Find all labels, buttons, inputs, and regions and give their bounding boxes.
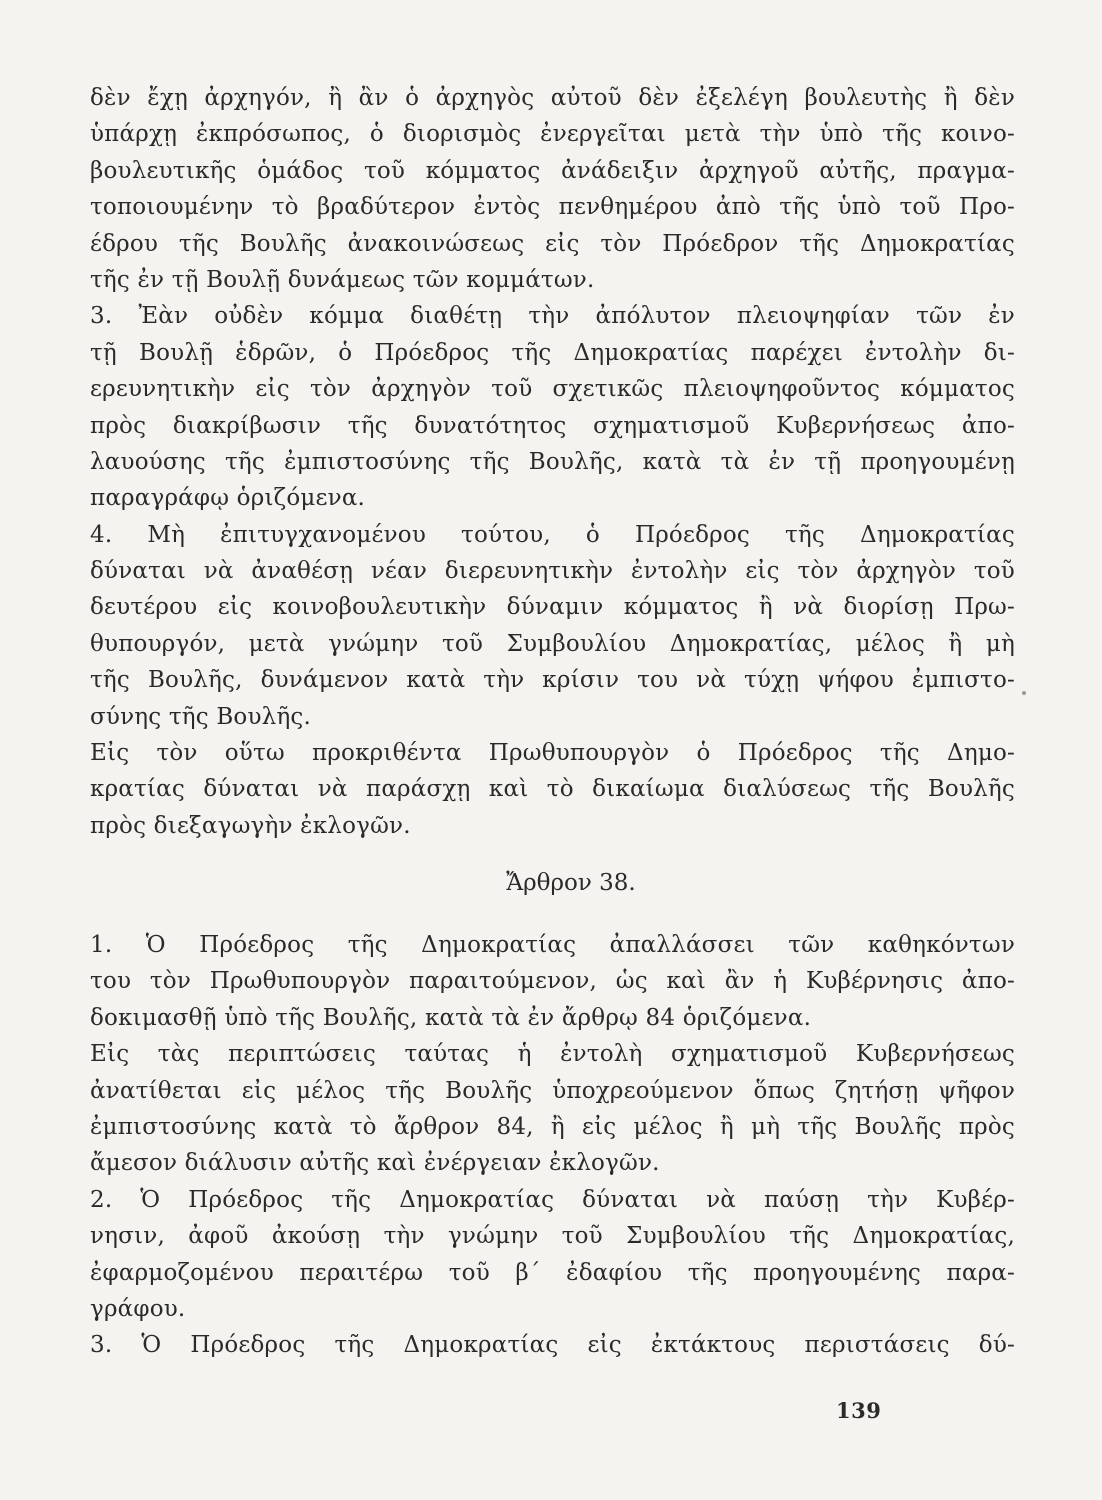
text-line: γράφου.	[90, 1295, 186, 1322]
page-number: 139	[836, 1398, 882, 1423]
text-line: παραγράφῳ ὁριζόμενα.	[90, 485, 366, 512]
text-line: δευτέρου εἰς κοινοβουλευτικὴν δύναμιν κόμματος ἢ νὰ διορίσῃ Πρω-	[90, 594, 1015, 621]
body-text-top	[90, 80, 1015, 844]
text-line: τῆς ἐν τῇ Βουλῇ δυνάμεως τῶν κομμάτων.	[90, 266, 595, 293]
text-line: τῇ Βουλῇ ἑδρῶν, ὁ Πρόεδρος τῆς Δημοκρατίας παρέχει ἐντολὴν δι-	[90, 339, 1015, 366]
text-line: του τὸν Πρωθυπουργὸν παραιτούμενον, ὡς καὶ ἂν ἡ Κυβέρνησις ἀπο-	[90, 968, 1015, 995]
text-line: 3. Ἐὰν οὐδὲν κόμμα διαθέτῃ τὴν ἀπόλυτον πλειοψηφίαν τῶν ἐν	[90, 303, 1015, 330]
text-line: δοκιμασθῇ ὑπὸ τῆς Βουλῆς, κατὰ τὰ ἐν ἄρθρῳ 84 ὁριζόμενα.	[90, 1004, 812, 1031]
text-line: τῆς Βουλῆς, δυνάμενον κατὰ τὴν κρίσιν του νὰ τύχῃ ψήφου ἐμπιστο-	[90, 667, 1015, 694]
text-line: ἀνατίθεται εἰς μέλος τῆς Βουλῆς ὑποχρεούμενον ὅπως ζητήσῃ ψῆφον	[90, 1077, 1015, 1104]
text-line: πρὸς διακρίβωσιν τῆς δυνατότητος σχηματισμοῦ Κυβερνήσεως ἀπο-	[90, 412, 1015, 439]
text-line: τοποιουμένην τὸ βραδύτερον ἐντὸς πενθημέρου ἀπὸ τῆς ὑπὸ τοῦ Προ-	[90, 194, 1015, 221]
text-line: θυπουργόν, μετὰ γνώμην τοῦ Συμβουλίου Δημοκρατίας, μέλος ἢ μὴ	[90, 630, 1015, 657]
text-line: λαυούσης τῆς ἐμπιστοσύνης τῆς Βουλῆς, κατὰ τὰ ἐν τῇ προηγουμένῃ	[90, 448, 1015, 475]
text-line: ερευνητικὴν εἰς τὸν ἀρχηγὸν τοῦ σχετικῶς πλειοψηφοῦντος κόμματος	[90, 376, 1015, 403]
text-line: δύναται νὰ ἀναθέσῃ νέαν διερευνητικὴν ἐντολὴν εἰς τὸν ἀρχηγὸν τοῦ	[90, 558, 1015, 585]
body-text-bottom	[90, 927, 1015, 1364]
text-line: πρὸς διεξαγωγὴν ἐκλογῶν.	[90, 812, 411, 839]
text-line: ἐφαρμοζομένου περαιτέρω τοῦ β΄ ἐδαφίου τῆς προηγουμένης παρα-	[90, 1259, 1015, 1286]
text-line: ὑπάρχῃ ἐκπρόσωπος, ὁ διορισμὸς ἐνεργεῖται μετὰ τὴν ὑπὸ τῆς κοινο-	[90, 121, 1015, 148]
text-line: 2. Ὁ Πρόεδρος τῆς Δημοκρατίας δύναται νὰ παύσῃ τὴν Κυβέρ-	[90, 1186, 1015, 1213]
text-line: κρατίας δύναται νὰ παράσχῃ καὶ τὸ δικαίωμα διαλύσεως τῆς Βουλῆς	[90, 776, 1015, 803]
article-heading: Ἄρθρον 38.	[506, 870, 636, 896]
text-line: ἐμπιστοσύνης κατὰ τὸ ἄρθρον 84, ἢ εἰς μέλος ἢ μὴ τῆς Βουλῆς πρὸς	[90, 1113, 1015, 1140]
text-line: ἄμεσον διάλυσιν αὐτῆς καὶ ἐνέργειαν ἐκλογῶν.	[90, 1150, 660, 1177]
text-line: 1. Ὁ Πρόεδρος τῆς Δημοκρατίας ἀπαλλάσσει τῶν καθηκόντων	[90, 932, 1015, 958]
text-line: βουλευτικῆς ὁμάδος τοῦ κόμματος ἀνάδειξιν ἀρχηγοῦ αὐτῆς, πραγμα-	[90, 157, 1015, 184]
text-line: Εἰς τὰς περιπτώσεις ταύτας ἡ ἐντολὴ σχηματισμοῦ Κυβερνήσεως	[90, 1041, 1015, 1068]
text-line: Εἰς τὸν οὕτω προκριθέντα Πρωθυπουργὸν ὁ Πρόεδρος τῆς Δημο-	[90, 740, 1015, 767]
text-line: έδρου τῆς Βουλῆς ἀνακοινώσεως εἰς τὸν Πρόεδρον τῆς Δημοκρατίας	[90, 230, 1015, 257]
text-line: 3. Ὁ Πρόεδρος τῆς Δημοκρατίας εἰς ἐκτάκτους περιστάσεις δύ-	[90, 1332, 1015, 1359]
text-line: 4. Μὴ ἐπιτυγχανομένου τούτου, ὁ Πρόεδρος τῆς Δημοκρατίας	[90, 521, 1015, 548]
text-line: σύνης τῆς Βουλῆς.	[90, 703, 312, 730]
scan-speck	[1022, 691, 1026, 695]
text-line: δὲν ἔχῃ ἀρχηγόν, ἢ ἂν ὁ ἀρχηγὸς αὐτοῦ δὲν ἐξελέγη βουλευτὴς ἢ δὲν	[90, 85, 1015, 111]
text-line: νησιν, ἀφοῦ ἀκούσῃ τὴν γνώμην τοῦ Συμβουλίου τῆς Δημοκρατίας,	[90, 1223, 1015, 1250]
